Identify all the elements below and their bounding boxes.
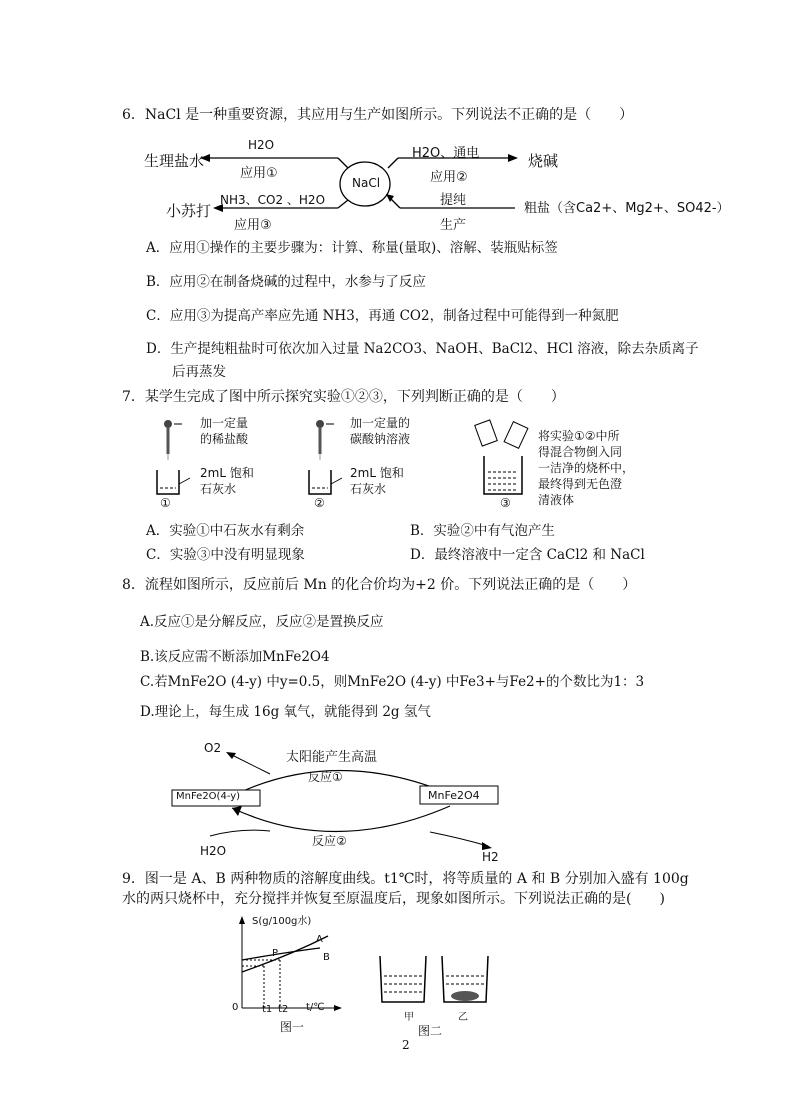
q6-option-a: A．应用①操作的主要步骤为：计算、称量(量取)、溶解、装瓶贴标签: [146, 240, 558, 256]
q9-curve-b-label: B: [323, 952, 330, 963]
q6-left-top-target: 生理盐水: [144, 152, 205, 170]
q7-option-d: D．最终溶液中一定含 CaCl2 和 NaCl: [410, 547, 645, 563]
q7-exp1-sol: 2mL 饱和 石灰水: [200, 466, 254, 496]
q9-point-p: P: [272, 948, 279, 959]
q8-option-c: C.若MnFe2O (4-y) 中y=0.5，则MnFe2O (4-y) 中Fe3+与Fe2+的个数比为1：3: [140, 674, 645, 690]
q9-curve-a-label: A: [316, 934, 323, 945]
q6-option-b: B．应用②在制备烧碱的过程中，水参与了反应: [146, 274, 426, 290]
q8-o2: O2: [204, 741, 222, 755]
q6-center-label: NaCl: [352, 176, 381, 190]
q9-t1: t1: [262, 1004, 273, 1015]
q9-beakers: [376, 952, 506, 1012]
q7-option-a: A．实验①中石灰水有剩余: [146, 523, 305, 539]
q8-option-b: B.该反应需不断添加MnFe2O4: [140, 649, 330, 665]
q7-exp2-add: 加一定量的 碳酸钠溶液: [350, 416, 411, 446]
q6-right-bottom-source: 粗盐（含Ca2+、Mg2+、SO42-）: [524, 201, 730, 216]
q7-option-c: C．实验③中没有明显现象: [146, 547, 305, 563]
q9-stem-line1: 9．图一是 A、B 两种物质的溶解度曲线。t1℃时，将等质量的 A 和 B 分别加入盛有 100g: [122, 871, 689, 887]
q7-exp3-text: 将实验①②中所 得混合物倒入同 一洁净的烧杯中， 最终得到无色澄 清液体: [538, 429, 635, 507]
q9-xlabel: t/℃: [306, 1002, 325, 1013]
q6-right-bottom-top: 提纯: [440, 193, 467, 208]
q9-stem-line2: 水的两只烧杯中，充分搅拌并恢复至原温度后，现象如图所示。下列说法正确的是( ): [122, 891, 665, 907]
q8-reaction2: 反应②: [312, 834, 347, 848]
q7-stem: 7．某学生完成了图中所示探究实验①②③，下列判断正确的是（ ）: [122, 389, 565, 405]
q7-exp1-add: 加一定量 的稀盐酸: [200, 416, 249, 446]
q8-top-text: 太阳能产生高温: [286, 750, 378, 765]
q9-fig1-caption: 图一: [280, 1020, 305, 1034]
q9-t2: t2: [278, 1004, 289, 1015]
q9-fig2-caption: 图二: [418, 1024, 443, 1038]
q7-exp3-num: ③: [500, 496, 511, 510]
q7-exp1-num: ①: [160, 496, 171, 510]
q8-stem: 8．流程如图所示，反应前后 Mn 的化合价均为+2 价。下列说法正确的是（ ）: [122, 577, 637, 593]
q6-right-top-label: 应用②: [430, 170, 468, 185]
page-number: 2: [402, 1038, 410, 1052]
q6-left-top-label: 应用①: [240, 166, 278, 181]
curve-b: [242, 948, 320, 960]
q6-option-d: D．生产提纯粗盐时可依次加入过量 Na2CO3、NaOH、BaCl2、HCl 溶液，除去杂质离子: [146, 341, 699, 357]
q8-reaction1: 反应①: [308, 770, 343, 784]
q8-h2: H2: [482, 850, 499, 864]
q8-left-box: MnFe2O(4-y): [176, 791, 241, 802]
q8-right-box: MnFe2O4: [428, 789, 480, 802]
q7-exp2-sol: 2mL 饱和 石灰水: [350, 466, 404, 496]
q6-left-top-reagent: H2O: [248, 138, 275, 152]
q6-left-bottom-label: 应用③: [234, 218, 272, 233]
q8-option-a: A.反应①是分解反应，反应②是置换反应: [140, 614, 384, 630]
q8-option-d: D.理论上，每生成 16g 氧气，就能得到 2g 氢气: [140, 704, 431, 720]
q8-h2o: H2O: [200, 844, 227, 858]
q9-beaker-jia: 甲: [404, 1012, 414, 1023]
q7-option-b: B．实验②中有气泡产生: [410, 523, 555, 539]
q6-option-c: C．应用③为提高产率应先通 NH3，再通 CO2，制备过程中可能得到一种氮肥: [146, 308, 619, 324]
q6-left-bottom-target: 小苏打: [166, 202, 212, 220]
q6-right-top-target: 烧碱: [528, 152, 559, 170]
q6-option-d-cont: 后再蒸发: [172, 364, 226, 380]
q9-ylabel: S(g/100g水): [252, 916, 312, 927]
q9-beaker-yi: 乙: [458, 1012, 468, 1023]
q6-right-bottom-label: 生产: [440, 218, 467, 233]
q6-stem: 6．NaCl 是一种重要资源，其应用与生产如图所示。下列说法不正确的是（ ）: [122, 107, 634, 123]
q9-origin: 0: [232, 1002, 239, 1013]
q7-exp2-num: ②: [314, 496, 325, 510]
q6-right-top-reagent: H2O、通电: [412, 146, 480, 161]
q6-left-bottom-reagent: NH3、CO2 、H2O: [220, 193, 326, 207]
